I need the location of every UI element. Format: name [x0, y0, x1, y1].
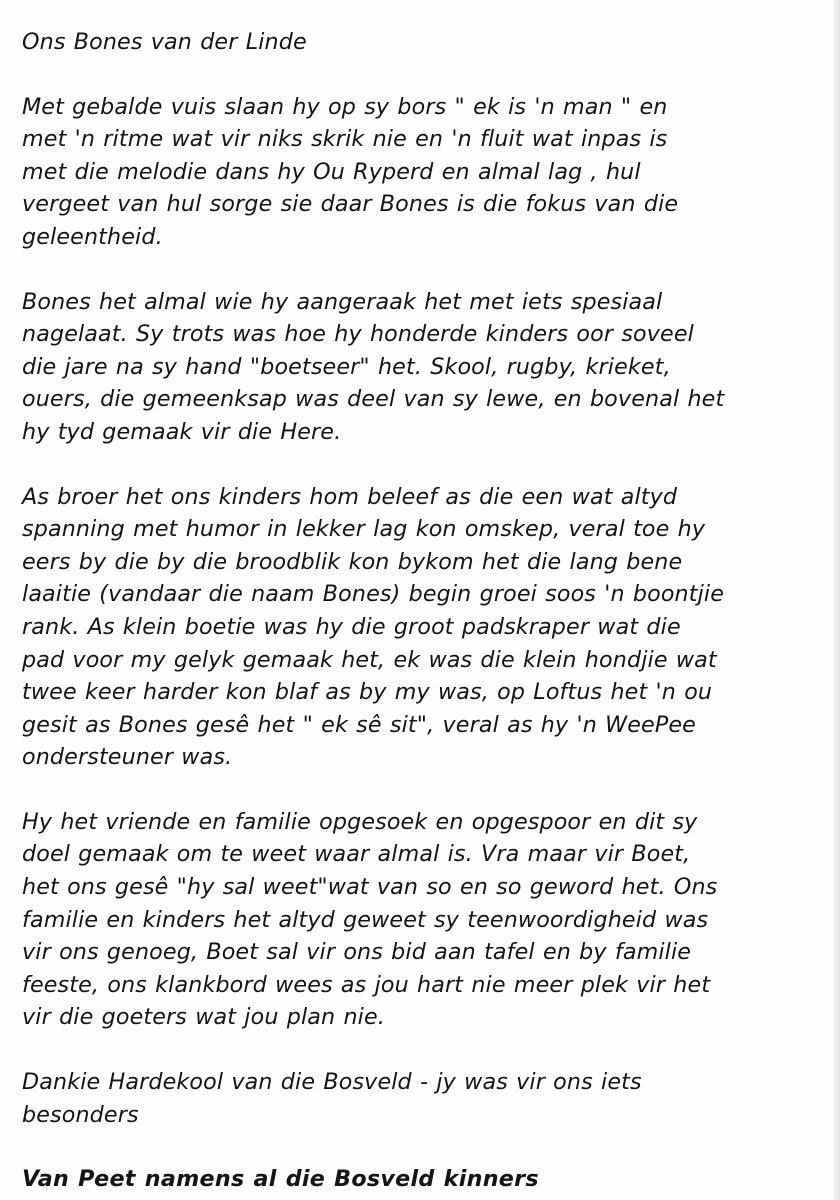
scan-edge — [834, 0, 840, 1200]
paragraph-3 — [22, 481, 810, 774]
text-line: rank. As klein boetie was hy die groot padskraper wat die — [22, 613, 681, 640]
text-line: laaitie (vandaar die naam Bones) begin groei soos 'n boontjie — [22, 581, 725, 608]
text-line: hy tyd gemaak vir die Here. — [22, 418, 342, 445]
text-line: familie en kinders het altyd geweet sy teenwoordigheid was — [22, 906, 709, 933]
paragraph-2 — [22, 286, 810, 449]
text-line: geleentheid. — [22, 223, 163, 250]
text-line: As broer het ons kinders hom beleef as die een wat altyd — [22, 483, 678, 510]
text-line: het ons gesê "hy sal weet"wat van so en so geword het. Ons — [22, 874, 718, 901]
text-line: twee keer harder kon blaf as by my was, op Loftus het 'n ou — [22, 679, 713, 706]
text-line: Dankie Hardekool van die Bosveld - jy was vir ons iets — [22, 1069, 642, 1096]
text-line: met 'n ritme wat vir niks skrik nie en 'n fluit wat inpas is — [22, 126, 668, 153]
letter-body — [22, 26, 810, 1196]
text-line: met die melodie dans hy Ou Ryperd en almal lag , hul — [22, 158, 641, 185]
text-line: pad voor my gelyk gemaak het, ek was die klein hondjie wat — [22, 646, 717, 673]
text-line: spanning met humor in lekker lag kon omskep, veral toe hy — [22, 516, 706, 543]
letter-title: Ons Bones van der Linde — [22, 29, 307, 55]
signature: Van Peet namens al die Bosveld kinners — [22, 1166, 539, 1193]
text-line: vergeet van hul sorge sie daar Bones is die fokus van die — [22, 191, 679, 218]
text-line: Hy het vriende en familie opgesoek en opgespoor en dit sy — [22, 808, 698, 835]
text-line: die jare na sy hand "boetseer" het. Skool, rugby, krieket, — [22, 353, 671, 380]
text-line: ouers, die gemeenksap was deel van sy lewe, en bovenal het — [22, 386, 725, 413]
text-line: Bones het almal wie hy aangeraak het met iets spesiaal — [22, 288, 663, 315]
text-line: eers by die by die broodblik kon bykom het die lang bene — [22, 548, 683, 575]
text-line: Met gebalde vuis slaan hy op sy bors " ek is 'n man " en — [22, 93, 668, 120]
paragraph-4 — [22, 806, 810, 1034]
text-line: doel gemaak om te weet waar almal is. Vra maar vir Boet, — [22, 841, 691, 868]
text-line: feeste, ons klankbord wees as jou hart nie meer plek vir het — [22, 971, 711, 998]
text-line: vir die goeters wat jou plan nie. — [22, 1004, 386, 1031]
paragraph-1 — [22, 91, 810, 254]
text-line: besonders — [22, 1101, 139, 1128]
closing-note — [22, 1066, 810, 1131]
text-line: nagelaat. Sy trots was hoe hy honderde kinders oor soveel — [22, 321, 694, 348]
text-line: vir ons genoeg, Boet sal vir ons bid aan tafel en by familie — [22, 939, 692, 966]
text-line: gesit as Bones gesê het " ek sê sit", veral as hy 'n WeePee — [22, 711, 696, 738]
text-line: ondersteuner was. — [22, 744, 233, 771]
